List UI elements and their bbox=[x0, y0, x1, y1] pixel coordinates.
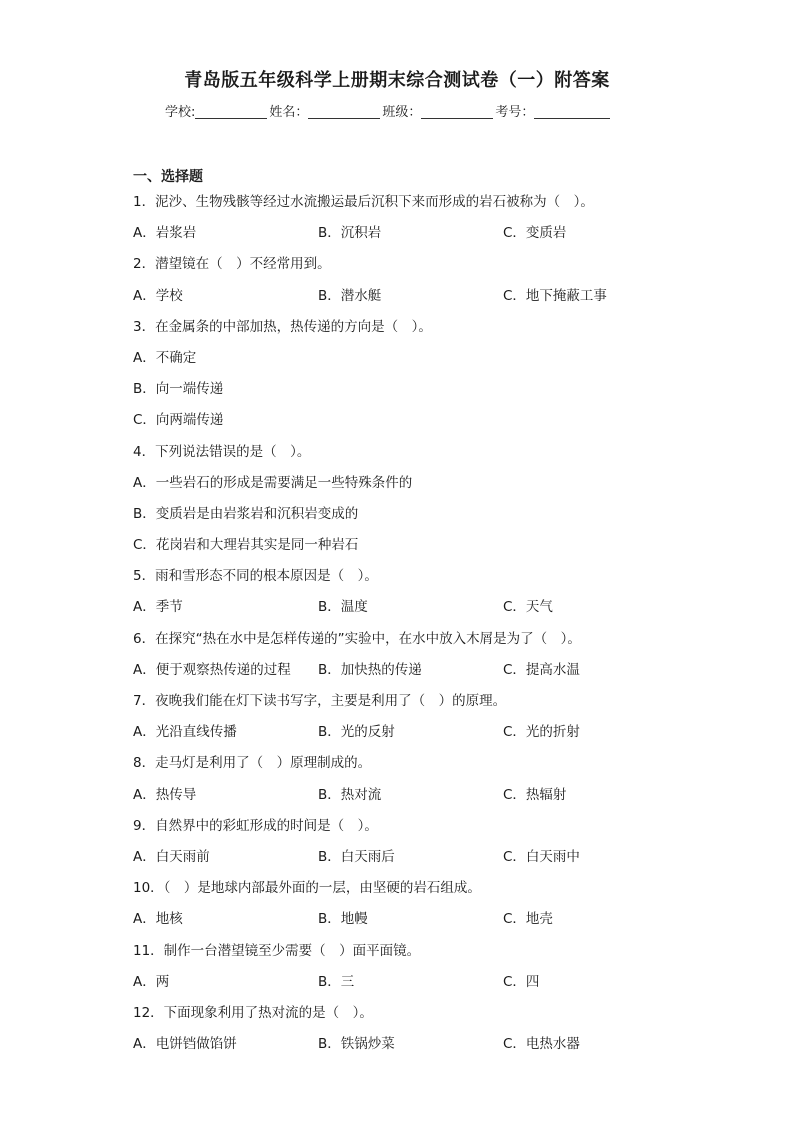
question-stem: 2．潜望镜在（ ）不经常用到。 bbox=[133, 256, 331, 273]
option-c: C．地下掩蔽工事 bbox=[503, 287, 607, 304]
option-row bbox=[133, 285, 693, 316]
name-label: 姓名： bbox=[269, 105, 309, 120]
option-a: A．不确定 bbox=[133, 349, 197, 366]
question-stem: 8．走马灯是利用了（ ）原理制成的。 bbox=[133, 755, 372, 772]
option-a: A．热传导 bbox=[133, 786, 197, 803]
question-stem: 1．泥沙、生物残骸等经过水流搬运最后沉积下来而形成的岩石被称为（ ）。 bbox=[133, 194, 594, 210]
option-b: B．三 bbox=[318, 973, 355, 990]
option-c: C．热辐射 bbox=[503, 786, 567, 803]
school-label: 学校: bbox=[165, 105, 196, 120]
option-a: A．白天雨前 bbox=[133, 848, 210, 865]
exam-no-label: 考号： bbox=[495, 105, 535, 120]
option-c: C．电热水器 bbox=[503, 1036, 580, 1053]
option-b: B．向一端传递 bbox=[133, 381, 224, 398]
question-stem: 4．下列说法错误的是（ ）。 bbox=[133, 443, 311, 460]
option-row bbox=[133, 1033, 693, 1064]
option-c: C．提高水温 bbox=[503, 661, 580, 678]
option-a: A．电饼铛做馅饼 bbox=[133, 1036, 237, 1053]
question-stem: 6．在探究“热在水中是怎样传递的”实验中，在水中放入木屑是为了（ ）。 bbox=[133, 630, 581, 647]
option-b: B．铁锅炒菜 bbox=[318, 1036, 395, 1053]
option-b: B．光的反射 bbox=[318, 724, 395, 741]
option-c: C．向两端传递 bbox=[133, 412, 224, 429]
option-b: B．潜水艇 bbox=[318, 287, 382, 304]
option-row bbox=[133, 908, 693, 939]
option-c: C．光的折射 bbox=[503, 724, 580, 741]
option-row bbox=[133, 222, 693, 253]
question-stem: 12．下面现象利用了热对流的是（ ）。 bbox=[133, 1004, 373, 1021]
class-blank bbox=[421, 104, 493, 119]
option-c: C．四 bbox=[503, 973, 540, 990]
question-stem: 10．（ ）是地球内部最外面的一层，由坚硬的岩石组成。 bbox=[133, 880, 481, 897]
class-label: 班级： bbox=[382, 105, 422, 120]
option-b: B．加快热的传递 bbox=[318, 661, 422, 678]
question-stem: 11．制作一台潜望镜至少需要（ ）面平面镜。 bbox=[133, 942, 421, 959]
option-a: A．岩浆岩 bbox=[133, 225, 197, 242]
option-a: A．学校 bbox=[133, 287, 183, 304]
option-a: A．地核 bbox=[133, 911, 183, 928]
question-stem: 7．夜晚我们能在灯下读书写字，主要是利用了（ ）的原理。 bbox=[133, 693, 507, 709]
school-blank bbox=[195, 104, 267, 119]
page-title: 青岛版五年级科学上册期末综合测试卷（一）附答案 bbox=[184, 70, 610, 91]
option-row bbox=[133, 721, 693, 752]
question-stem: 3．在金属条的中部加热，热传递的方向是（ ）。 bbox=[133, 318, 432, 335]
option-c: C．地壳 bbox=[503, 911, 553, 928]
option-row bbox=[133, 784, 693, 815]
option-a: A．一些岩石的形成是需要满足一些特殊条件的 bbox=[133, 474, 413, 491]
option-b: B．温度 bbox=[318, 599, 368, 616]
student-info-row bbox=[165, 101, 635, 120]
option-c: C．天气 bbox=[503, 599, 553, 616]
option-b: B．白天雨后 bbox=[318, 848, 395, 865]
option-a: A．便于观察热传递的过程 bbox=[133, 661, 291, 678]
option-c: C．白天雨中 bbox=[503, 848, 580, 865]
option-a: A．两 bbox=[133, 973, 170, 990]
question-stem: 9．自然界中的彩虹形成的时间是（ ）。 bbox=[133, 817, 378, 834]
option-c: C．变质岩 bbox=[503, 225, 567, 242]
option-row bbox=[133, 846, 693, 877]
option-b: B．热对流 bbox=[318, 786, 382, 803]
exam-no-blank bbox=[534, 104, 610, 119]
option-row bbox=[133, 971, 693, 1002]
option-c: C．花岗岩和大理岩其实是同一种岩石 bbox=[133, 537, 359, 554]
question-list bbox=[133, 191, 693, 1064]
option-row bbox=[133, 596, 693, 627]
section-title: 一、选择题 bbox=[133, 169, 203, 185]
option-row bbox=[133, 659, 693, 690]
option-b: B．变质岩是由岩浆岩和沉积岩变成的 bbox=[133, 505, 359, 522]
name-blank bbox=[308, 104, 380, 119]
option-b: B．沉积岩 bbox=[318, 225, 382, 242]
option-b: B．地幔 bbox=[318, 911, 368, 928]
option-a: A．季节 bbox=[133, 599, 183, 616]
question-stem: 5．雨和雪形态不同的根本原因是（ ）。 bbox=[133, 568, 378, 585]
option-a: A．光沿直线传播 bbox=[133, 724, 237, 741]
